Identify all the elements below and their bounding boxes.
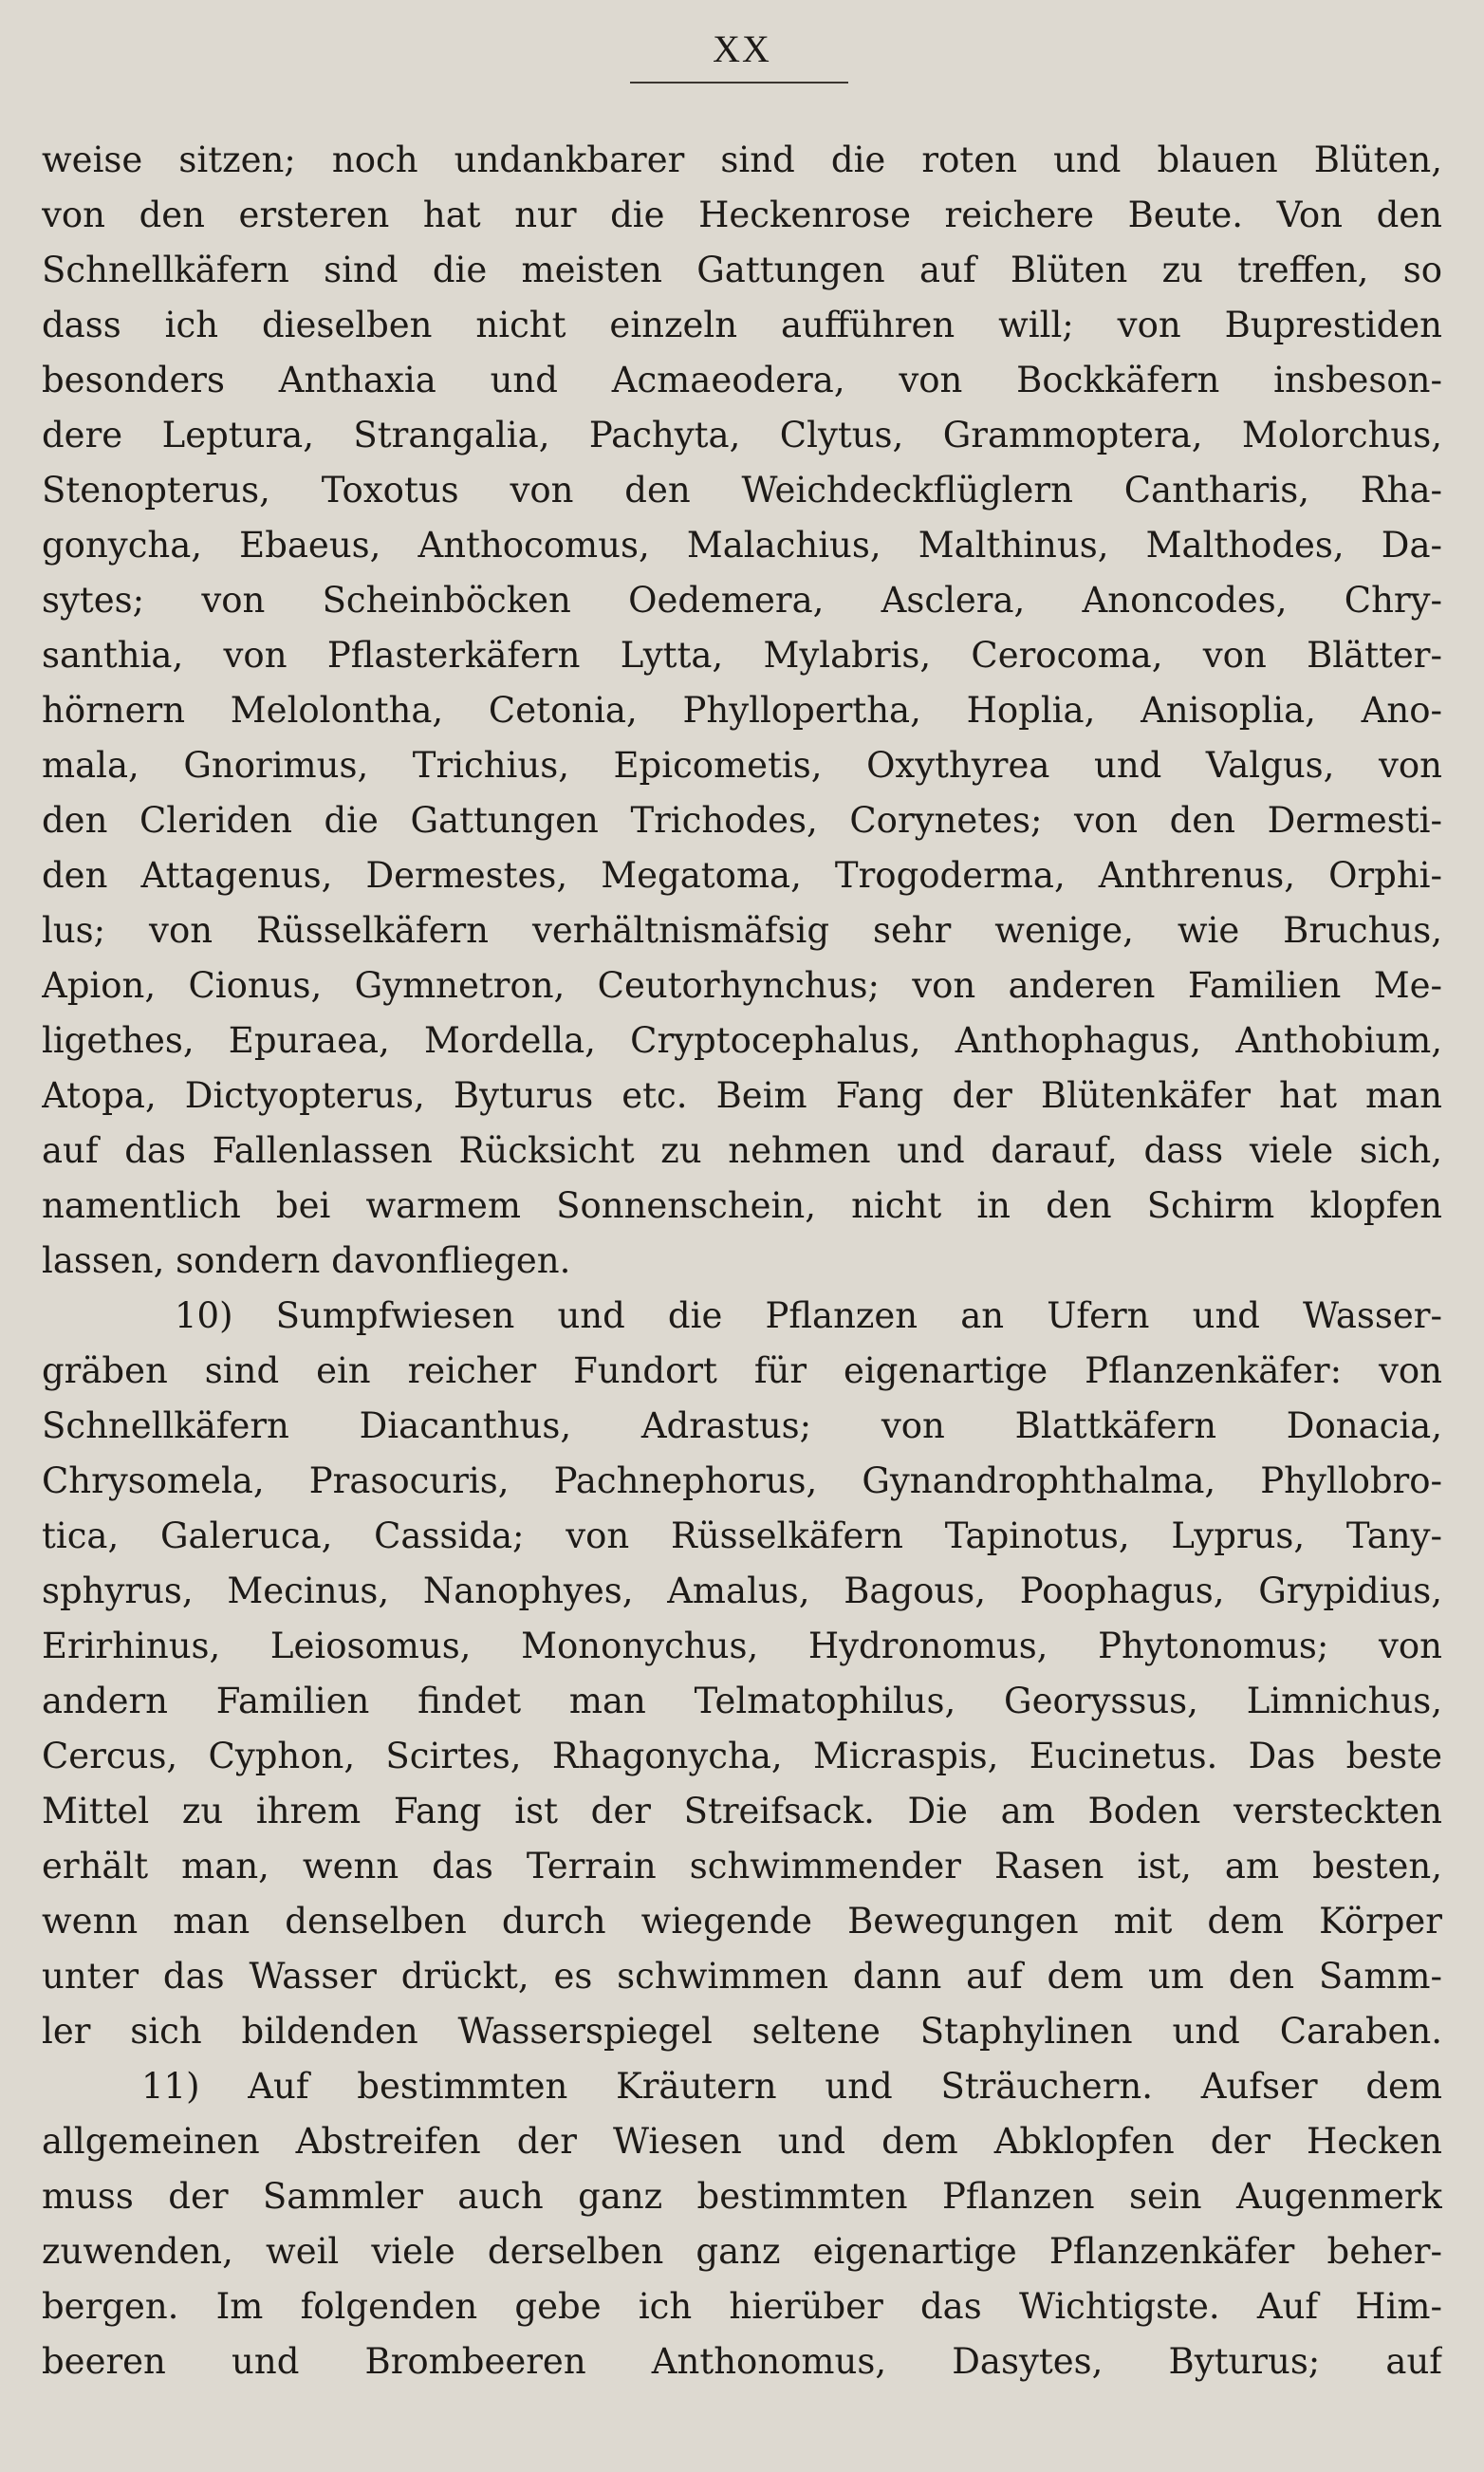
text-line: Cercus, Cyphon, Scirtes, Rhagonycha, Micraspis, Eucinetus. Das beste	[42, 1736, 1442, 1776]
text-line: Schnellkäfern sind die meisten Gattungen auf Blüten zu treffen, so	[42, 250, 1442, 290]
text-line: hörnern Melolontha, Cetonia, Phyllopertha, Hoplia, Anisoplia, Ano-	[42, 690, 1442, 731]
text-line: Erirhinus, Leiosomus, Mononychus, Hydronomus, Phytonomus; von	[42, 1626, 1442, 1666]
text-line: lus; von Rüsselkäfern verhältnismäfsig sehr wenige, wie Bruchus,	[42, 910, 1442, 951]
text-line: bergen. Im folgenden gebe ich hierüber das Wichtigste. Auf Him-	[42, 2286, 1442, 2327]
text-line: beeren und Brombeeren Anthonomus, Dasytes, Byturus; auf	[42, 2341, 1442, 2382]
text-line: den Attagenus, Dermestes, Megatoma, Trogoderma, Anthrenus, Orphi-	[42, 855, 1442, 896]
text-line: Apion, Cionus, Gymnetron, Ceutorhynchus; von anderen Familien Me-	[42, 965, 1442, 1006]
text-line: namentlich bei warmem Sonnenschein, nicht in den Schirm klopfen	[42, 1185, 1442, 1226]
text-line: ligethes, Epuraea, Mordella, Cryptocephalus, Anthophagus, Anthobium,	[42, 1020, 1442, 1061]
body-text	[42, 133, 1442, 2389]
text-line: zuwenden, weil viele derselben ganz eigenartige Pflanzenkäfer beher-	[42, 2231, 1442, 2272]
text-line: weise sitzen; noch undankbarer sind die roten und blauen Blüten,	[42, 139, 1442, 180]
text-line: wenn man denselben durch wiegende Bewegungen mit dem Körper	[42, 1901, 1442, 1942]
text-line: den Cleriden die Gattungen Trichodes, Corynetes; von den Dermesti-	[42, 800, 1442, 841]
text-line: von den ersteren hat nur die Heckenrose reichere Beute. Von den	[42, 195, 1442, 235]
text-line: Atopa, Dictyopterus, Byturus etc. Beim Fang der Blütenkäfer hat man	[42, 1075, 1442, 1116]
text-line: dass ich dieselben nicht einzeln aufführen will; von Buprestiden	[42, 305, 1442, 345]
header-rule	[630, 82, 848, 84]
text-line: andern Familien findet man Telmatophilus, Georyssus, Limnichus,	[42, 1681, 1442, 1721]
text-line: tica, Galeruca, Cassida; von Rüsselkäfern Tapinotus, Lyprus, Tany-	[42, 1515, 1442, 1556]
page-number: XX	[713, 28, 771, 70]
text-line: unter das Wasser drückt, es schwimmen dann auf dem um den Samm-	[42, 1956, 1442, 1997]
text-line: dere Leptura, Strangalia, Pachyta, Clytus, Grammoptera, Molorchus,	[42, 415, 1442, 455]
section-10-heading-line: 10) Sumpfwiesen und die Pflanzen an Ufern und Wasser-	[175, 1295, 1442, 1336]
text-line: Schnellkäfern Diacanthus, Adrastus; von Blattkäfern Donacia,	[42, 1405, 1442, 1446]
text-line: Stenopterus, Toxotus von den Weichdeckflüglern Cantharis, Rha-	[42, 470, 1442, 511]
text-line: santhia, von Pflasterkäfern Lytta, Mylabris, Cerocoma, von Blätter-	[42, 635, 1442, 676]
text-line: mala, Gnorimus, Trichius, Epicometis, Oxythyrea und Valgus, von	[42, 745, 1442, 786]
text-line: muss der Sammler auch ganz bestimmten Pflanzen sein Augenmerk	[42, 2176, 1442, 2217]
text-line: sphyrus, Mecinus, Nanophyes, Amalus, Bagous, Poophagus, Grypidius,	[42, 1571, 1442, 1611]
text-line: auf das Fallenlassen Rücksicht zu nehmen und darauf, dass viele sich,	[42, 1130, 1442, 1171]
section-11-heading-line: 11) Auf bestimmten Kräutern und Sträuchern. Aufser dem	[141, 2066, 1442, 2107]
text-line: allgemeinen Abstreifen der Wiesen und dem Abklopfen der Hecken	[42, 2121, 1442, 2162]
text-line: gräben sind ein reicher Fundort für eigenartige Pflanzenkäfer: von	[42, 1350, 1442, 1391]
text-line: ler sich bildenden Wasserspiegel seltene Staphylinen und Caraben.	[42, 2011, 1442, 2052]
text-line: Mittel zu ihrem Fang ist der Streifsack. Die am Boden versteckten	[42, 1791, 1442, 1831]
text-line: besonders Anthaxia und Acmaeodera, von Bockkäfern insbeson-	[42, 360, 1442, 400]
text-line: erhält man, wenn das Terrain schwimmender Rasen ist, am besten,	[42, 1846, 1442, 1887]
text-line: sytes; von Scheinböcken Oedemera, Asclera, Anoncodes, Chry-	[42, 580, 1442, 621]
text-line: gonycha, Ebaeus, Anthocomus, Malachius, Malthinus, Malthodes, Da-	[42, 525, 1442, 566]
text-line: lassen, sondern davonfliegen.	[42, 1240, 571, 1281]
text-line: Chrysomela, Prasocuris, Pachnephorus, Gynandrophthalma, Phyllobro-	[42, 1460, 1442, 1501]
